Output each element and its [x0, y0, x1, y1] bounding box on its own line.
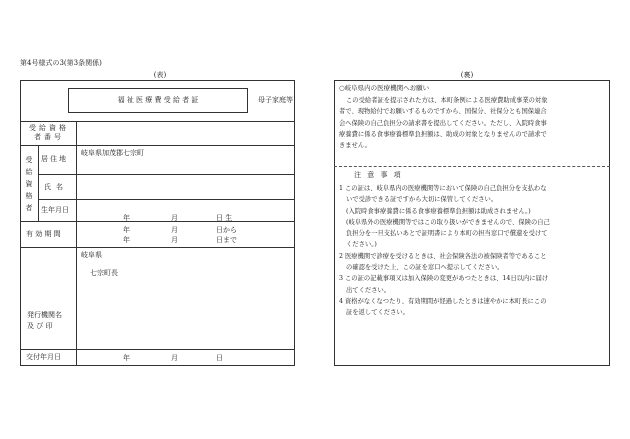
recipient-number-label-text: 受給資格者番号	[29, 124, 69, 141]
notes-line: (岐阜県外の医療機関等ではこの取り扱いができませんので、保険の自己	[346, 218, 550, 226]
dob-year: 年	[123, 214, 130, 222]
validity-from-month: 月	[171, 226, 178, 234]
notes-line: 証を返してください。	[346, 309, 409, 317]
qualified-column-divider	[38, 145, 39, 221]
divider-line	[20, 349, 295, 350]
request-line: 会へ保険の自己負担分の請求書を提出してください。ただし、入院時食事	[339, 119, 547, 127]
notes-line: 出てください。	[346, 286, 391, 294]
dob-month: 月	[171, 214, 178, 222]
request-line: 者で、現物給付でお願いするものですから、国保分、社保分とも国保連合	[339, 108, 547, 116]
issuer-label: 発行機関名	[27, 311, 62, 319]
category-label: 母子家庭等	[258, 96, 293, 104]
notes-line: 4 資格がなくなつたり、有効期間が経過したときは速やかに本町長にこの	[339, 297, 547, 305]
request-line: 療養費に係る食事療養標準負担額は、助成の対象となりませんので請求で	[339, 130, 547, 138]
certificate-title: 福 祉 医 療 費 受 給 者 証	[117, 96, 199, 104]
request-heading: ○岐阜県内の医療機関へお願い	[339, 84, 430, 92]
validity-from-day: 日から	[216, 226, 237, 234]
request-line: きません。	[339, 142, 371, 150]
front-card	[20, 80, 295, 366]
notes-heading: 注 意 事 項	[354, 171, 403, 179]
name-label: 氏名	[44, 183, 68, 191]
notes-line: 負担分を一旦支払いあとで証明書により本町の担当窓口で償還を受けて	[346, 230, 548, 238]
issuer-seal-label: 及 び 印	[27, 322, 53, 330]
notes-line: 1 この証は、岐阜県内の医療機関等において保険の自己負担分を支払わな	[339, 185, 547, 192]
divider-line	[20, 145, 295, 146]
dob-label: 生年月日	[41, 206, 69, 214]
dob-day: 日 生	[216, 214, 233, 222]
qualified-person-label: 受給資格者	[25, 156, 33, 212]
recipient-number-label	[24, 124, 74, 142]
validity-to-month: 月	[171, 236, 178, 244]
front-outer-border	[20, 80, 295, 366]
divider-line	[20, 121, 295, 122]
divider-line	[20, 247, 295, 248]
validity-to-day: 日まで	[216, 236, 237, 244]
notes-line: 3 この証の記載事項又は加入保険の変更があつたときは、14日以内に届け	[339, 275, 549, 283]
address-value: 岐阜県加茂郡七宗町	[81, 149, 144, 157]
notes-line: いで受診できる証ですから大切に保管してください。	[346, 196, 498, 204]
notes-line: (入院時食事療養費に係る食事療養標準負担額は助成されません。)	[346, 207, 531, 215]
validity-to-year: 年	[123, 236, 130, 244]
notes-line: 2 医療機関で診療を受けるときは、社会保険各法の被保険者等であること	[339, 252, 547, 260]
notes-text	[339, 183, 550, 319]
issue-date-label: 交付年月日	[26, 353, 61, 361]
issuer-town-mayor: 七宗町長	[90, 269, 118, 277]
validity-from-year: 年	[123, 226, 130, 234]
request-line: この受給者証を提示された方は、本町条例による医療費助成事業の対象	[346, 97, 548, 104]
back-side-label: (裏)	[460, 71, 474, 79]
section-separator	[334, 166, 610, 167]
issue-year: 年	[123, 354, 130, 362]
label-column-divider	[76, 121, 77, 366]
issue-month: 月	[171, 354, 178, 362]
form-number: 第4号様式の3(第3条関係)	[20, 59, 102, 67]
validity-label: 有 効 期 間	[26, 230, 61, 238]
back-card	[334, 80, 610, 366]
issue-day: 日	[216, 354, 223, 362]
issuer-prefecture: 岐阜県	[81, 251, 102, 259]
notes-line: の確認を受けた上、この証を窓口へ提示してください。	[346, 264, 504, 272]
divider-line	[20, 221, 295, 222]
address-label: 居住地	[41, 155, 68, 163]
front-side-label: (表)	[153, 71, 167, 79]
request-text	[339, 95, 548, 151]
notes-line: ください。)	[346, 241, 377, 249]
